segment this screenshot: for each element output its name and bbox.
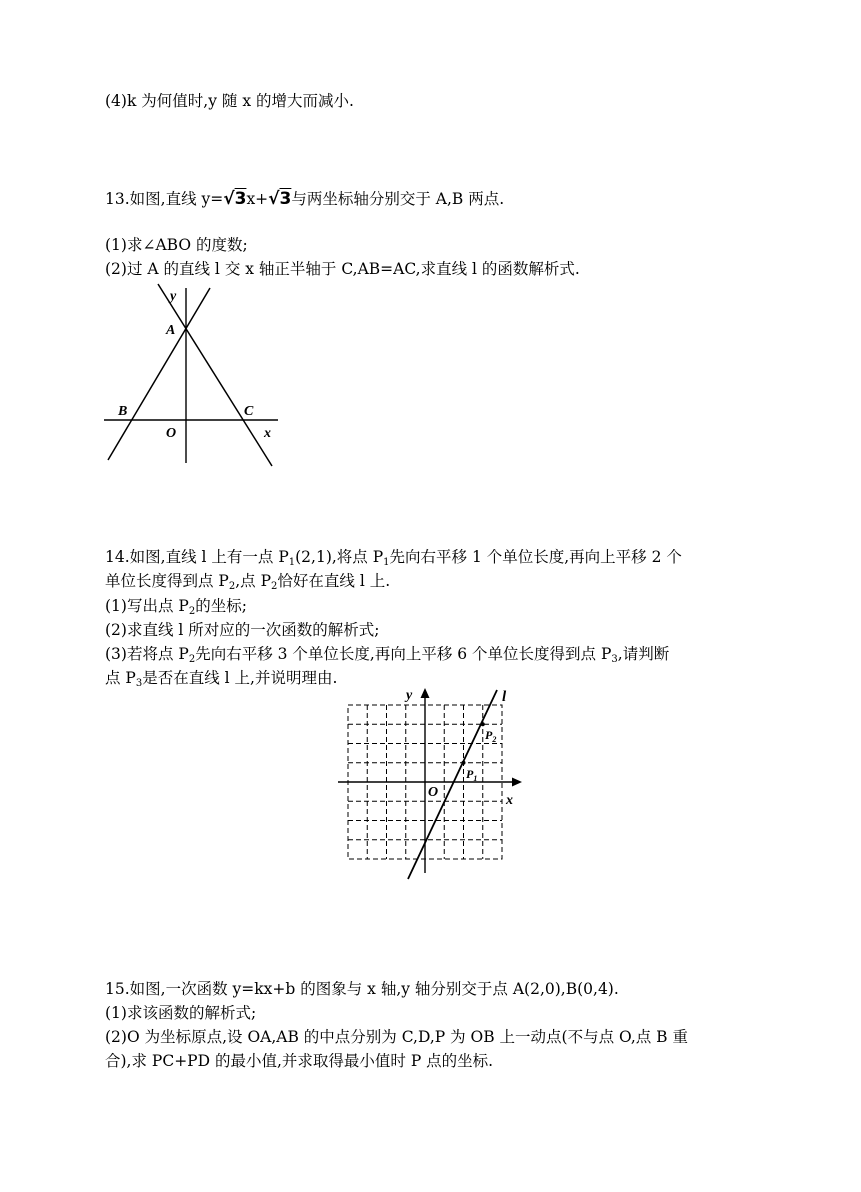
- q14-point-p1: [462, 761, 466, 765]
- sqrt-3-second: √3: [268, 189, 292, 209]
- q14-line2: 单位长度得到点 $P_2$,点 $P_2$恰好在直线 l 上.: [105, 572, 391, 592]
- q13-label-a: A: [166, 323, 176, 338]
- q14-line1: 14.如图,直线 l 上有一点 $P_1(2,1)$,将点 $P_1$先向右平移 1 个单位长度,再向上平移 2 个: [105, 548, 682, 568]
- q14-point-p2: [481, 722, 485, 726]
- q14-figure: [330, 683, 530, 883]
- q14-x-arrow: [512, 778, 522, 787]
- q14-label-p1: $P_1$: [466, 767, 478, 783]
- q14-label-y: y: [406, 688, 413, 703]
- q13-figure: [100, 280, 290, 470]
- q15-part2-line2: 合),求 PC+PD 的最小值,并求取得最小值时 P 点的坐标.: [105, 1052, 494, 1070]
- q13-part1: (1)求∠ABO 的度数;: [105, 236, 248, 254]
- q14-label-x: x: [506, 793, 513, 808]
- q13-label-y: y: [170, 289, 177, 304]
- q14-part3-line2: 点 $P_3$是否在直线 l 上,并说明理由.: [105, 669, 338, 689]
- q14-part2: (2)求直线 l 所对应的一次函数的解析式;: [105, 621, 380, 639]
- q14-y-arrow: [421, 688, 430, 698]
- sqrt-3-first: √3: [223, 189, 247, 209]
- q13-stem: [105, 188, 504, 210]
- q14-part1: (1)写出点 $P_2$的坐标;: [105, 597, 247, 617]
- q13-part2: (2)过 A 的直线 l 交 x 轴正半轴于 C,AB=AC,求直线 l 的函数解析式.: [105, 260, 580, 278]
- q15-part1: (1)求该函数的解析式;: [105, 1004, 257, 1022]
- q14-line-l: [408, 690, 497, 879]
- q13-label-b: B: [118, 404, 128, 419]
- q13-stem-b: x+: [246, 190, 269, 208]
- q13-stem-a: 13.如图,直线 y=: [105, 190, 224, 208]
- q12-part4: (4)k 为何值时,y 随 x 的增大而减小.: [105, 92, 354, 110]
- q13-line-ab: [108, 288, 210, 460]
- q15-stem: 15.如图,一次函数 y=kx+b 的图象与 x 轴,y 轴分别交于点 A(2,0),B(0,4).: [105, 980, 619, 998]
- q14-label-o: O: [428, 785, 439, 800]
- q14-label-l: l: [502, 689, 507, 705]
- q13-label-c: C: [244, 404, 254, 419]
- q14-part3-line1: (3)若将点 $P_2$先向右平移 3 个单位长度,再向上平移 6 个单位长度得到点 $P_3$,请判断: [105, 645, 670, 665]
- q13-label-x: x: [264, 426, 271, 441]
- q15-part2-line1: (2)O 为坐标原点,设 OA,AB 的中点分别为 C,D,P 为 OB 上一动点(不与点 O,点 B 重: [105, 1028, 688, 1046]
- q13-stem-c: 与两坐标轴分别交于 A,B 两点.: [291, 190, 505, 208]
- q13-label-o: O: [166, 426, 177, 441]
- q14-label-p2: $P_2$: [485, 728, 497, 744]
